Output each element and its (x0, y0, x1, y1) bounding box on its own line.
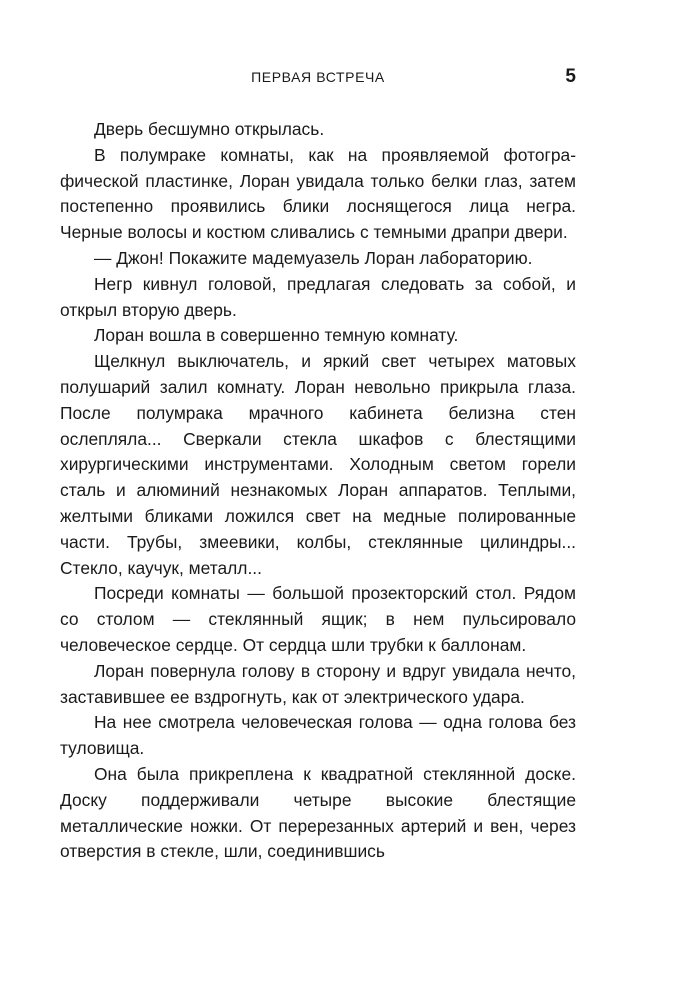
running-title: ПЕРВАЯ ВСТРЕЧА (251, 69, 385, 85)
page-number: 5 (565, 66, 576, 87)
page-header (60, 66, 576, 88)
paragraph: Негр кивнул головой, предлагая следовать за собой, и открыл вторую дверь. (60, 273, 576, 320)
paragraph: — Джон! Покажите мадемуазель Лоран лабораторию. (94, 247, 533, 268)
paragraph: Лоран вошла в совершенно темную комнату. (94, 325, 459, 346)
paragraph: Щелкнул выключатель, и яркий свет четырех матовых полушарий залил комнату. Лоран невольно прикрыла глаза. После полумрака мрачного кабинета белизна стен ослепляла... Сверкали стекла шкафов с блестящими хирургическими инструментами. Холодным светом горели сталь и алюминий незнакомых Лоран аппаратов. Теплыми, желтыми бликами ложился свет на медные полированные части. Трубы, змеевики, колбы, стеклянные цилиндры... Стекло, каучук, металл... (60, 351, 576, 578)
paragraph: Посреди комнаты — большой прозекторский стол. Рядом со столом — стеклянный ящик; в нем пульсировало человеческое сердце. От сердца шли трубки к баллонам. (60, 583, 576, 655)
paragraph: Она была прикреплена к квадратной стеклянной доске. Доску поддерживали четыре высокие блестящие металлические ножки. От перерезанных артерий и вен, через отверстия в стекле, шли, соединившись (60, 763, 576, 862)
body-text (60, 117, 576, 865)
paragraph: На нее смотрела человеческая голова — одна голова без туловища. (60, 712, 576, 759)
paragraph: Дверь бесшумно открылась. (94, 119, 325, 139)
paragraph: В полумраке комнаты, как на проявляемой фотографической пластинке, Лоран увидала только белки глаз, затем постепенно проявились блики лоснящегося лица негра. Черные волосы и костюм сливались с темными драпри двери. (60, 144, 576, 243)
paragraph: Лоран повернула голову в сторону и вдруг увидала нечто, заставившее ее вздрогнуть, как от электрического удара. (60, 660, 576, 707)
